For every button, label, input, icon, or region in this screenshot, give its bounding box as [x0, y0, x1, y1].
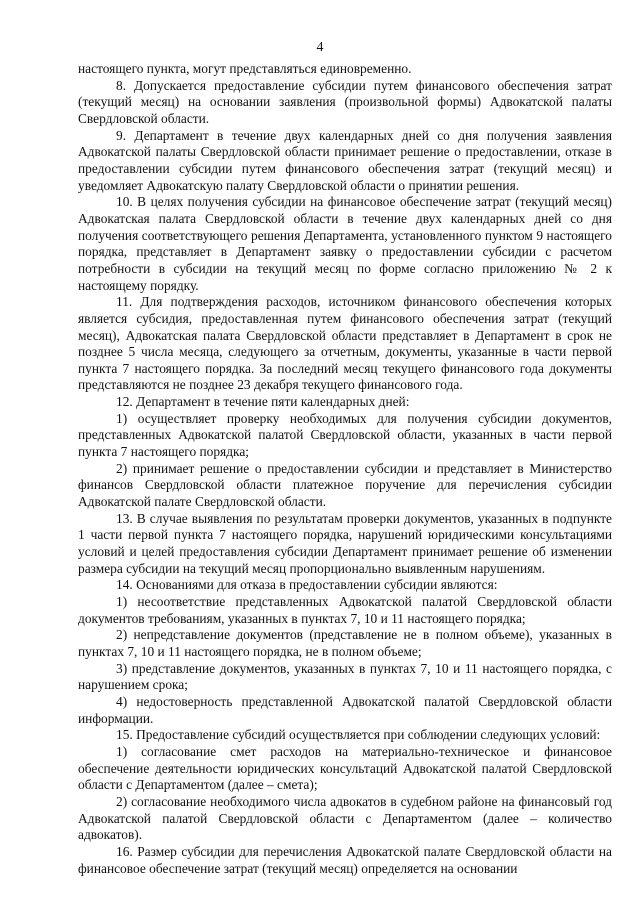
paragraph-14-item-1: 1) несоответствие представленных Адвокатской палатой Свердловской области документов требованиям, указанных в пунктах 7, 10 и 11 настоящего порядка; — [78, 594, 612, 626]
page-number: 4 — [316, 40, 324, 55]
paragraph-9: 9. Департамент в течение двух календарных дней со дня получения заявления Адвокатской палаты Свердловской области принимает решение о предоставлении, отказе в предоставлении субсидии путем финансового обеспечения затрат (текущий месяц) и уведомляет Адвокатскую палату Свердловской области о принятии решения. — [78, 127, 612, 193]
paragraph-14-item-3: 3) представление документов, указанных в пунктах 7, 10 и 11 настоящего порядка, с нарушением срока; — [78, 660, 612, 693]
paragraph-14: 14. Основаниями для отказа в предоставлении субсидии являются: — [116, 577, 498, 593]
paragraph-16: 16. Размер субсидии для перечисления Адвокатской палате Свердловской области на финансовое обеспечение затрат (текущий месяц) определяется на основании — [78, 843, 612, 876]
document-body — [78, 61, 612, 877]
paragraph-12-item-2: 2) принимает решение о предоставлении субсидии и представляет в Министерство финансов Свердловской области платежное поручение для перечисления субсидии Адвокатской палате Свердловской области. — [78, 460, 612, 510]
paragraph-continuation: настоящего пункта, могут представляться единовременно. — [78, 61, 412, 76]
paragraph-14-item-2: 2) непредставление документов (представление не в полном объеме), указанных в пунктах 7, 10 и 11 настоящего порядка, не в полном объеме; — [78, 627, 612, 659]
paragraph-12-item-1: 1) осуществляет проверку необходимых для получения субсидии документов, представленных Адвокатской палатой Свердловской области, указанных в части первой пункта 7 настоящего порядка; — [78, 410, 612, 460]
paragraph-14-item-4: 4) недостоверность представленной Адвокатской палатой Свердловской области информации. — [78, 693, 612, 726]
paragraph-10: 10. В целях получения субсидии на финансовое обеспечение затрат (текущий месяц) Адвокатская палата Свердловской области в течение двух календарных дней со дня получения соответствующего решения Департамента, установленного пунктом 9 настоящего порядка, представляет в Департамент заявку о предоставлении субсидии с расчетом потребности в субсидии на текущий месяц по форме согласно приложению № 2 к настоящему порядку. — [78, 194, 612, 293]
paragraph-15-item-2: 2) согласование необходимого числа адвокатов в судебном районе на финансовый год Адвокатской палатой Свердловской области с Департаментом (далее – количество адвокатов). — [78, 793, 612, 843]
paragraph-15: 15. Предоставление субсидий осуществляется при соблюдении следующих условий: — [116, 727, 601, 743]
paragraph-15-item-1: 1) согласование смет расходов на материально-техническое и финансовое обеспечение деятельности юридических консультаций Адвокатской палатой Свердловской области с Департаментом (далее – смета); — [78, 743, 612, 793]
paragraph-8: 8. Допускается предоставление субсидии путем финансового обеспечения затрат (текущий месяц) на основании заявления (произвольной формы) Адвокатской палаты Свердловской области. — [78, 77, 612, 126]
paragraph-13: 13. В случае выявления по результатам проверки документов, указанных в подпункте 1 части первой пункта 7 настоящего порядка, нарушений юридическими консультациями условий и целей предоставления субсидии Департамент принимает решение об изменении размера субсидии на текущий месяц пропорционально выявленным нарушениям. — [78, 510, 612, 576]
paragraph-12: 12. Департамент в течение пяти календарных дней: — [116, 394, 410, 410]
paragraph-11: 11. Для подтверждения расходов, источником финансового обеспечения которых является субсидия, предоставленная путем финансового обеспечения затрат (текущий месяц), Адвокатская палата Свердловской области представляет в Департамент в срок не позднее 5 числа месяца, следующего за отчетным, документы, указанные в части первой пункта 7 настоящего порядка. За последний месяц текущего финансового года документы представляются не позднее 23 декабря текущего финансового года. — [78, 294, 612, 393]
